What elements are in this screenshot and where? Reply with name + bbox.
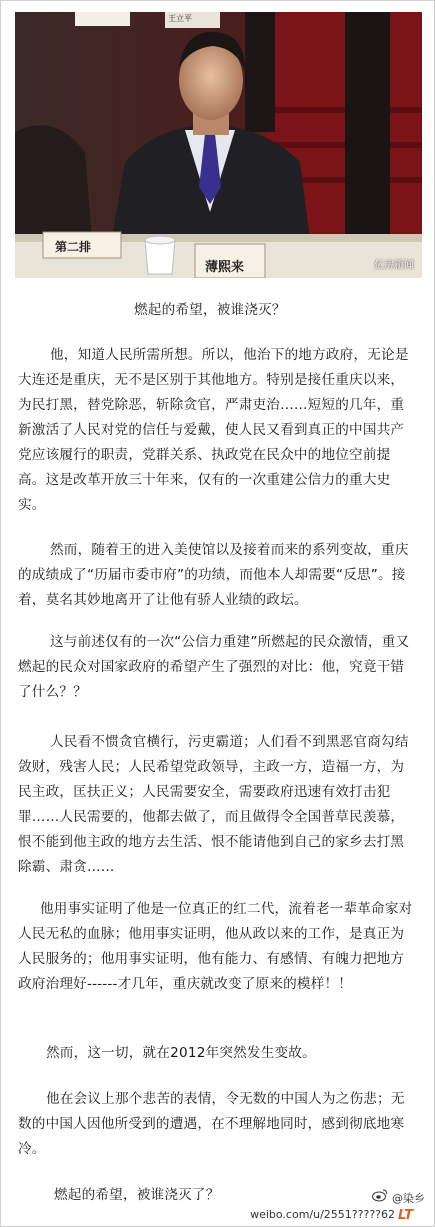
placard-name: 薄熙来 <box>205 260 245 275</box>
paragraph-4: 人民看不惯贪官横行，污吏霸道；人们看不到黑恶官商勾结敛财，残害人民；人民希望党政领导，主政一方，造福一方，为民主政，匡扶正义；人民需要安全，需要政府迅速有效打击犯罪……人民需要的，他都去做了，而且做得令全国普草民羡慕，恨不能到他主政的地方去生活、恨不能请他到自己的家乡去打黑除霸、肃贪…… <box>18 734 409 875</box>
weibo-username: @染乡 <box>392 1192 425 1205</box>
top-badge-text: 王立平 <box>168 14 192 23</box>
article-title: 燃起的希望，被谁浇灭？ <box>134 302 286 318</box>
paragraph-6: 然而，这一切，就在2012年突然发生变故。 <box>46 1045 316 1061</box>
weibo-icon <box>372 1188 388 1202</box>
paragraph-3: 这与前述仅有的一次“公信力重建”所燃起的民众激情，重又燃起的民众对国家政府的希望产生了强烈的对比：他，究竟干错了什么？？ <box>18 634 410 700</box>
news-photo <box>15 12 422 278</box>
paragraph-2: 然而，随着王的进入美使馆以及接着而来的系列变故，重庆的成绩成了“历届市委市府”的功绩，而他本人却需要“反思”。接着，莫名其妙地离开了让他有骄人业绩的政坛。 <box>18 542 409 608</box>
placard-row-label: 第二排 <box>55 240 92 254</box>
paragraph-7: 他在会议上那个悲苦的表情，令无数的中国人为之伤悲；无数的中国人因他所受到的遭遇，在不理解地同时，感到彻底地寒冷。 <box>18 1091 405 1157</box>
weibo-url: weibo.com/u/2551?????62 <box>250 1208 395 1221</box>
photo-watermark: 亿房新闻 <box>374 260 414 271</box>
closing-line: 燃起的希望，被谁浇灭了？ <box>54 1187 220 1203</box>
site-logo: LT <box>398 1208 413 1223</box>
paragraph-1: 他，知道人民所需所想。所以，他治下的地方政府，无论是大连还是重庆，无不是区别于其他地方。特别是接任重庆以来，为民打黑，替党除恶，斩除贪官，严肃吏治……短短的几年，重新激活了人民对党的信任与爱戴，使人民又看到真正的中国共产党应该履行的职责，党群关系、执政党在民众中的地位空前提高。这是改革开放三十年来，仅有的一次重建公信力的重大史实。 <box>18 347 409 513</box>
paragraph-5: 他用事实证明了他是一位真正的红二代，流着老一辈革命家对人民无私的血脉；他用事实证明，他从政以来的工作，是真正为人民服务的；他用事实证明，他有能力、有感情、有魄力把地方政府治理好------才几年，重庆就改变了原来的模样！！ <box>18 901 413 992</box>
